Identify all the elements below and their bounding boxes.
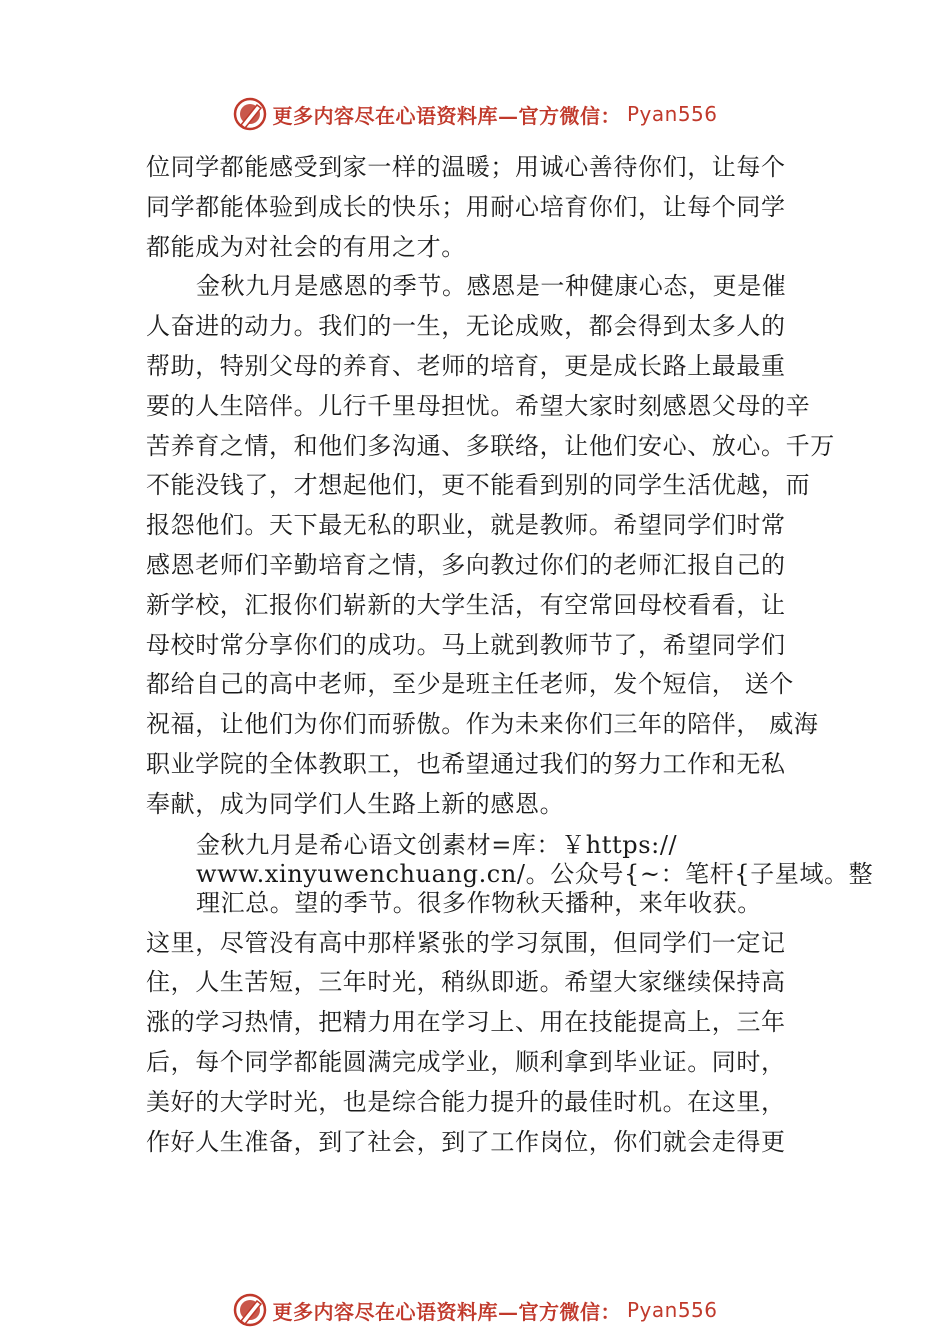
wechat-id: Pyan556 <box>626 1298 718 1322</box>
text-line: 金秋九月是希心语文创素材=库：￥https:// <box>196 830 678 859</box>
text-line: 人奋进的动力。我们的一生，无论成败，都会得到太多人的 <box>146 312 786 341</box>
text-line: 同学都能体验到成长的快乐；用耐心培育你们，让每个同学 <box>146 192 786 221</box>
paragraph-2 <box>146 267 835 824</box>
text-line: 要的人生陪伴。儿行千里母担忧。希望大家时刻感恩父母的辛 <box>146 391 811 420</box>
text-line: 不能没钱了，才想起他们，更不能看到别的同学生活优越，而 <box>146 471 811 500</box>
text-line: 都能成为对社会的有用之才。 <box>146 232 466 261</box>
inserted-ad-text <box>146 830 874 918</box>
text-line: 苦养育之情，和他们多沟通、多联络，让他们安心、放心。千万 <box>146 431 835 460</box>
text-line: 帮助，特别父母的养育、老师的培育，更是成长路上最最重 <box>146 351 786 380</box>
document-body <box>146 148 874 1162</box>
banner-text: 更多内容尽在心语资料库—官方微信： <box>272 103 621 128</box>
text-line: 理汇总。望的季节。很多作物秋天播种，来年收获。 <box>196 888 762 917</box>
header-banner <box>0 94 950 134</box>
wechat-id: Pyan556 <box>626 102 718 126</box>
text-line: 作好人生准备，到了社会，到了工作岗位，你们就会走得更 <box>146 1127 786 1156</box>
pen-seal-icon <box>232 1292 268 1328</box>
text-line: 新学校，汇报你们崭新的大学生活，有空常回母校看看，让 <box>146 590 786 619</box>
text-line: 涨的学习热情，把精力用在学习上、用在技能提高上，三年 <box>146 1008 786 1037</box>
text-line: 金秋九月是感恩的季节。感恩是一种健康心态，更是催 <box>196 272 787 301</box>
text-line: 美好的大学时光，也是综合能力提升的最佳时机。在这里， <box>146 1087 786 1116</box>
text-line: 住，人生苦短，三年时光，稍纵即逝。希望大家继续保持高 <box>146 968 786 997</box>
banner-text: 更多内容尽在心语资料库—官方微信： <box>272 1299 621 1324</box>
text-line: 位同学都能感受到家一样的温暖；用诚心善待你们，让每个 <box>146 153 786 181</box>
text-line: 祝福，让他们为你们而骄傲。作为未来你们三年的陪伴， 威海 <box>146 710 819 739</box>
text-line: 这里，尽管没有高中那样紧张的学习氛围，但同学们一定记 <box>146 928 786 957</box>
paragraph-3 <box>146 924 826 1163</box>
text-line: 母校时常分享你们的成功。马上就到教师节了，希望同学们 <box>146 630 786 659</box>
text-line: 职业学院的全体教职工，也希望通过我们的努力工作和无私 <box>146 749 786 778</box>
paragraph-1 <box>146 148 826 267</box>
text-line: 报怨他们。天下最无私的职业，就是教师。希望同学们时常 <box>146 511 786 540</box>
text-line: www.xinyuwenchuang.cn/。公众号{~：笔杆{子星域。整 <box>196 859 874 888</box>
pen-seal-icon <box>232 96 268 132</box>
text-line: 后，每个同学都能圆满完成学业，顺利拿到毕业证。同时， <box>146 1047 786 1076</box>
text-line: 感恩老师们辛勤培育之情，多向教过你们的老师汇报自己的 <box>146 550 786 579</box>
footer-banner <box>0 1290 950 1330</box>
text-line: 奉献，成为同学们人生路上新的感恩。 <box>146 789 565 818</box>
text-line: 都给自己的高中老师，至少是班主任老师，发个短信， 送个 <box>146 670 794 699</box>
